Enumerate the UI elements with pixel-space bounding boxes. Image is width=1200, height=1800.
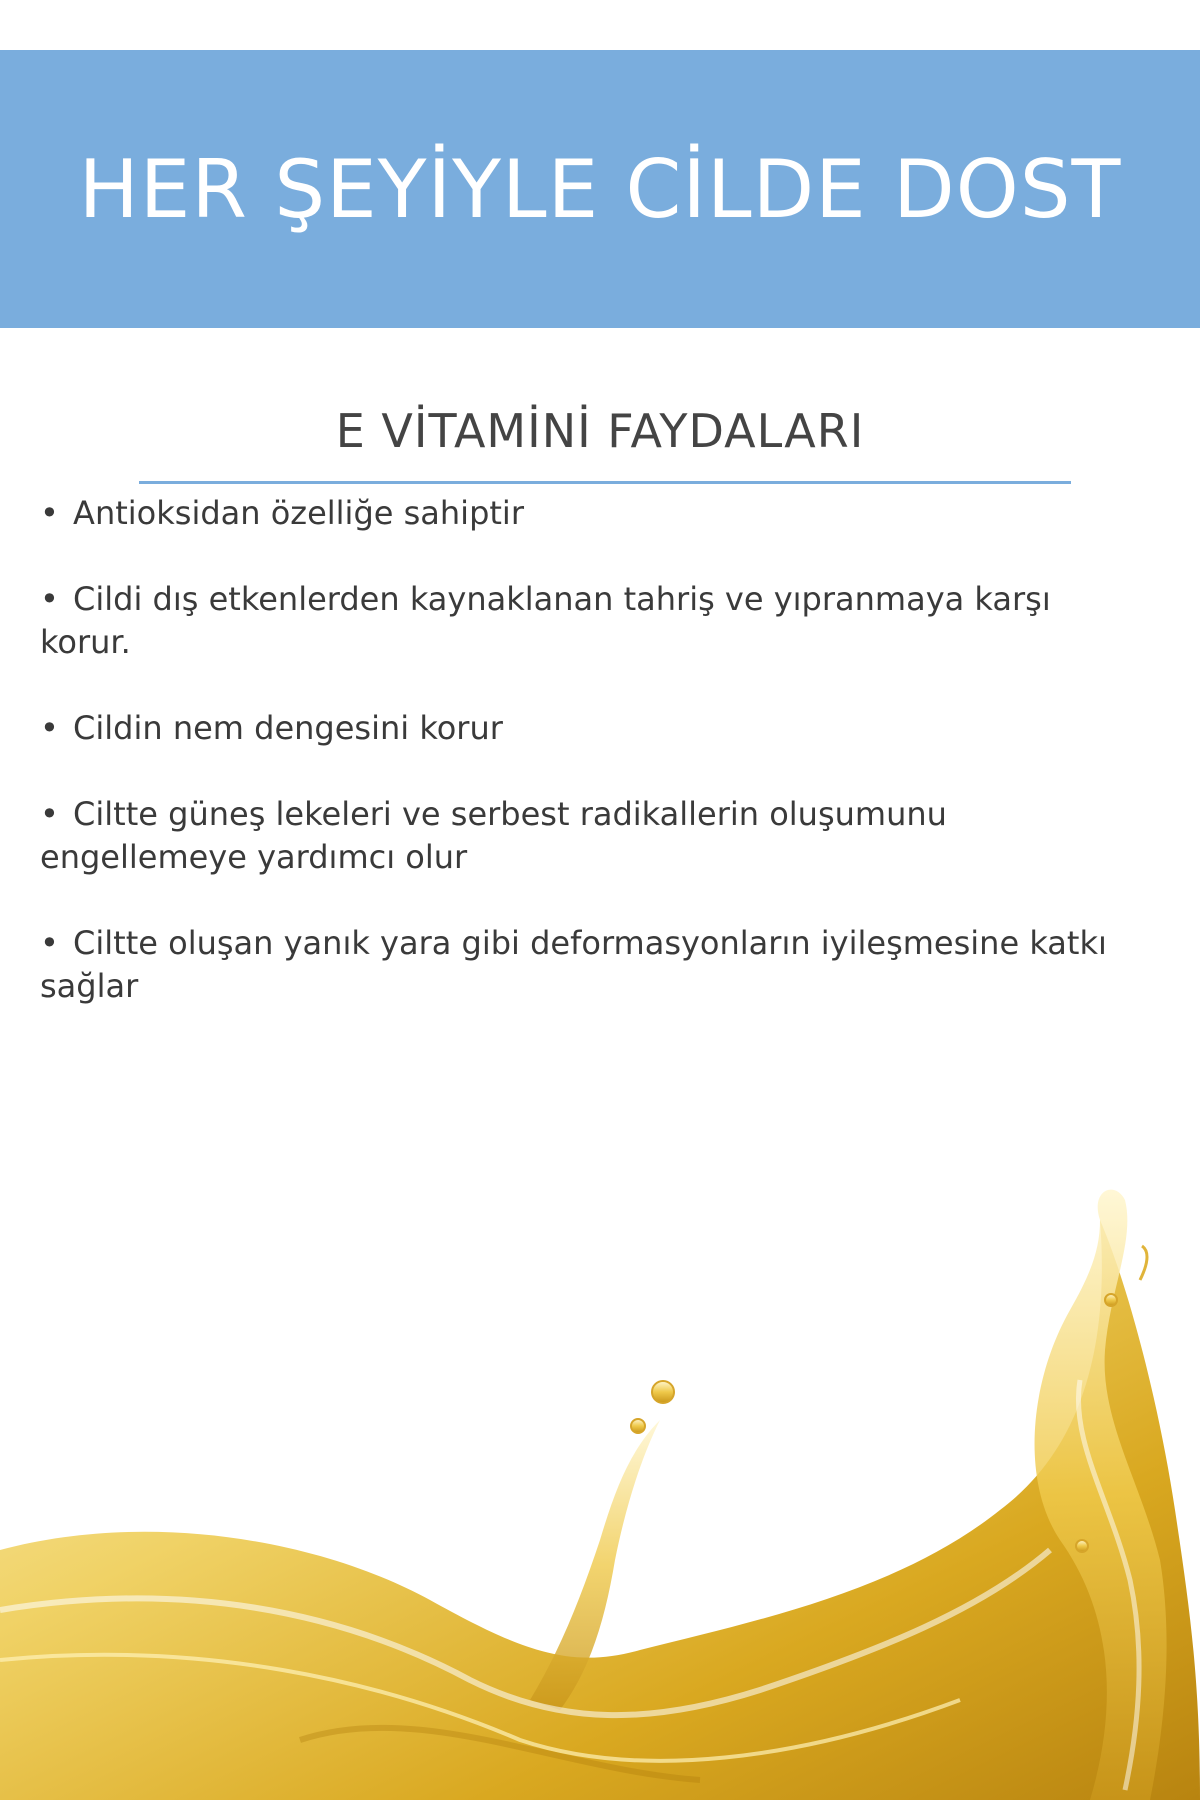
benefit-item: • Cildin nem dengesini korur — [40, 709, 503, 747]
benefit-text: Cildi dış etkenlerden kaynaklanan tahriş ve yıpranmaya karşı korur. — [40, 580, 1051, 661]
benefit-text: Ciltte güneş lekeleri ve serbest radikallerin oluşumunu engellemeye yardımcı olur — [40, 795, 947, 876]
benefit-text: Ciltte oluşan yanık yara gibi deformasyonların iyileşmesine katkı sağlar — [40, 924, 1107, 1005]
benefit-item: • Antioksidan özelliğe sahiptir — [40, 494, 524, 532]
benefit-item: • Ciltte güneş lekeleri ve serbest radikallerin oluşumunu engellemeye yardımcı olur — [40, 795, 947, 876]
benefit-text: Cildin nem dengesini korur — [73, 709, 503, 747]
title-underline — [139, 481, 1071, 484]
section-title: E VİTAMİNİ FAYDALARI — [335, 404, 865, 458]
benefit-item: • Ciltte oluşan yanık yara gibi deformasyonların iyileşmesine katkı sağlar — [40, 924, 1107, 1005]
golden-oil-splash-icon — [0, 1180, 1200, 1800]
benefit-item: • Cildi dış etkenlerden kaynaklanan tahriş ve yıpranmaya karşı korur. — [40, 580, 1051, 661]
benefits-list — [40, 492, 1120, 1051]
benefit-text: Antioksidan özelliğe sahiptir — [73, 494, 524, 532]
header-banner — [0, 50, 1200, 328]
banner-title: HER ŞEYİYLE CİLDE DOST — [78, 142, 1122, 236]
